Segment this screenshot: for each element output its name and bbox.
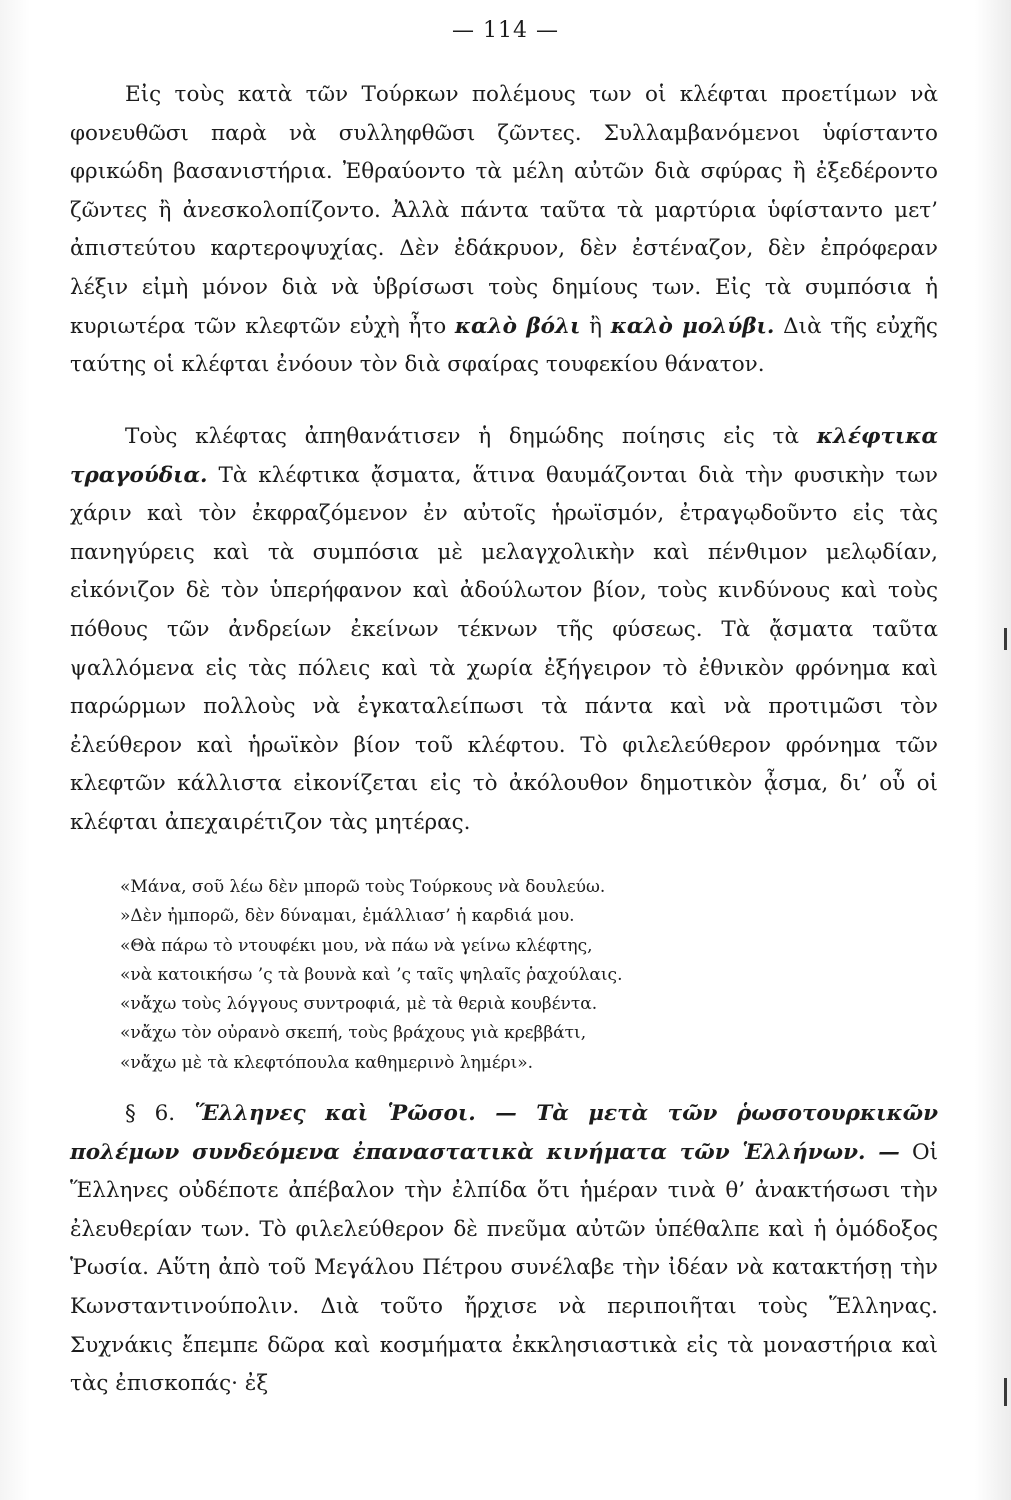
poem-line: »Δὲν ἠμπορῶ, δὲν δύναμαι, ἐμάλλιασ’ ἡ καρδιά μου. xyxy=(120,906,575,927)
paragraph-text-part: ἢ xyxy=(580,313,611,339)
poem-line: «νὰ κατοικήσω ’ς τὰ βουνὰ καὶ ’ς ταῖς ψηλαῖς ῥαχούλαις. xyxy=(120,964,623,985)
section-number: § 6. xyxy=(125,1101,176,1126)
paragraph-text-part: Διὰ τῆς εὐχῆς ταύτης οἱ κλέφται ἐνόουν τὸν διὰ σφαίρας τουφεκίου θάνατον. xyxy=(70,313,938,378)
section-title: Ἕλληνες καὶ Ῥῶσοι. — Τὰ μετὰ τῶν ῥωσοτουρκικῶν πολέμων συνδεόμενα ἐπαναστατικὰ κινήματα τῶν Ἑλλήνων. — xyxy=(70,1101,938,1165)
poem-line: «νἄχω τὸν οὐρανὸ σκεπή, τοὺς βράχους γιὰ κρεββάτι, xyxy=(120,1023,587,1044)
section-6 xyxy=(70,1095,938,1404)
emphasis-good-shot: καλὸ βόλι xyxy=(454,313,581,339)
section-paragraph xyxy=(70,1095,938,1404)
poem-line: «νἄχω μὲ τὰ κλεφτόπουλα καθημερινὸ λημέρι». xyxy=(120,1052,534,1073)
emphasis-klephtic-songs: κλέφτικα τραγούδια. xyxy=(70,424,938,488)
section-body: Οἱ Ἕλληνες οὐδέποτε ἀπέβαλον τὴν ἐλπίδα ὅτι ἡμέραν τινὰ θ’ ἀνακτήσωσι τὴν ἐλευθερίαν των. Τὸ φιλελεύθερον δὲ πνεῦμα αὐτῶν ὑπέθαλπε καὶ ἡ ὁμόδοξος Ῥωσία. Αὕτη ἀπὸ τοῦ Μεγάλου Πέτρου συνέλαβε τὴν ἰδέαν νὰ κατακτήσῃ τὴν Κωνσταντινούπολιν. Διὰ τοῦτο ἤρχισε νὰ περιποιῆται τοὺς Ἕλληνας. Συχνάκις ἔπεμπε δῶρα καὶ κοσμήματα ἐκκλησιαστικὰ εἰς τὰ μοναστήρια καὶ τὰς ἐπισκοπάς· ἐξ xyxy=(70,1139,939,1397)
paragraph-text-part: Εἰς τοὺς κατὰ τῶν Τούρκων πολέμους των οἱ κλέφται προετίμων νὰ φονευθῶσι παρὰ νὰ συλληφθῶσι ζῶντες. Συλλαμβανόμενοι ὑφίσταντο φρικώδη βασανιστήρια. Ἐθραύοντο τὰ μέλη αὐτῶν διὰ σφύρας ἢ ἐξεδέροντο ζῶντες ἢ ἀνεσκολοπίζοντο. Ἀλλὰ πάντα ταῦτα τὰ μαρτύρια ὑφίσταντο μετ’ ἀπιστεύτου καρτεροψυχίας. Δὲν ἐδάκρυον, δὲν ἐστέναζον, δὲν ἐπρόφεραν λέξιν εἰμὴ μόνον διὰ νὰ ὑβρίσωσι τοὺς δημίους των. Εἰς τὰ συμπόσια ἡ κυριωτέρα τῶν κλεφτῶν εὐχὴ ἦτο xyxy=(70,82,938,339)
edge-mark xyxy=(1004,628,1007,650)
edge-mark xyxy=(1004,1378,1007,1406)
page-number: — 114 — xyxy=(452,18,559,43)
poem-line: «Θὰ πάρω τὸ ντουφέκι μου, νὰ πάω νὰ γείνω κλέφτης, xyxy=(120,935,593,956)
paragraph-text xyxy=(70,76,938,385)
poem-line: «Μάνα, σοῦ λέω δὲν μπορῶ τοὺς Τούρκους νὰ δουλεύω. xyxy=(120,877,606,897)
paragraph-text-part: Τὰ κλέφτικα ᾄσματα, ἅτινα θαυμάζονται διὰ τὴν φυσικὴν των χάριν καὶ τὸν ἐκφραζόμενον ἐν αὐτοῖς ἡρωϊσμόν, ἐτραγῳδοῦντο εἰς τὰς πανηγύρεις καὶ τὰ συμπόσια μὲ μελαγχολικὴν καὶ πένθιμον μελῳδίαν, εἰκόνιζον δὲ τὸν ὑπερήφανον καὶ ἀδούλωτον βίον, τοὺς κινδύνους καὶ τοὺς πόθους τῶν ἀνδρείων ἐκείνων τέκνων τῆς φύσεως. Τὰ ᾄσματα ταῦτα ψαλλόμενα εἰς τὰς πόλεις καὶ τὰ χωρία ἐξήγειρον τὸ ἐθνικὸν φρόνημα καὶ παρώρμων πολλοὺς νὰ ἐγκαταλείπωσι τὰ πάντα καὶ νὰ προτιμῶσι τὸν ἐλεύθερον καὶ ἡρωϊκὸν βίον τοῦ κλέφτου. Τὸ φιλελεύθερον φρόνημα τῶν κλεφτῶν κάλλιστα εἰκονίζεται εἰς τὸ ἀκόλουθον δημοτικὸν ᾆσμα, δι’ οὗ οἱ κλέφται ἀπεχαιρέτιζον τὰς μητέρας. xyxy=(70,462,938,835)
paragraph-text xyxy=(70,418,938,843)
poem-line: «νἄχω τοὺς λόγγους συντροφιά, μὲ τὰ θεριὰ κουβέντα. xyxy=(120,994,598,1015)
paragraph-klephts-war xyxy=(70,76,938,385)
emphasis-good-lead: καλὸ μολύβι. xyxy=(610,313,775,339)
paragraph-klephtic-songs xyxy=(70,418,938,843)
folk-song-poem xyxy=(120,873,920,1078)
paragraph-text-part: Τοὺς κλέφτας ἀπηθανάτισεν ἡ δημώδης ποίησις εἰς τὰ xyxy=(125,424,817,449)
